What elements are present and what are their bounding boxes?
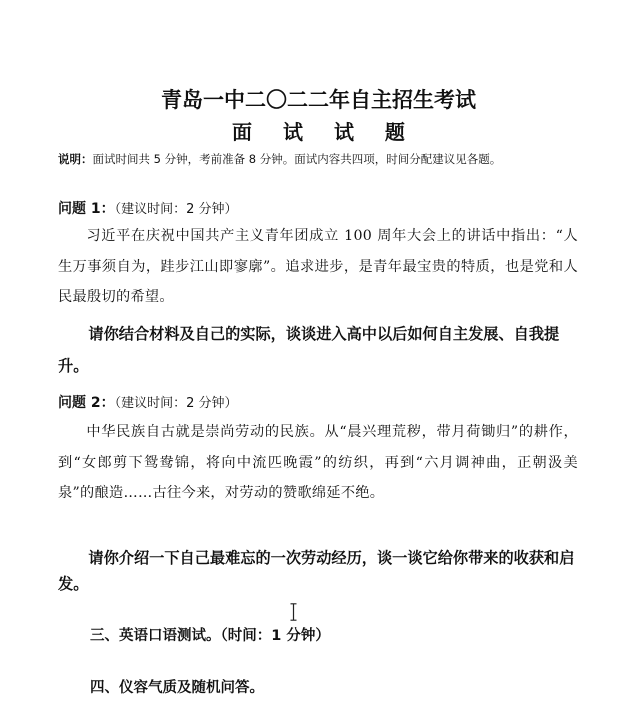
question1-heading [58, 198, 238, 218]
question2-heading [58, 392, 238, 412]
question2-label: 问题 2： [58, 395, 115, 411]
question1-hint: （建议时间：2 分钟） [114, 202, 238, 217]
question2-material: 中华民族自古就是崇尚劳动的民族。从“晨兴理荒秽，带月荷锄归”的耕作，到“女郎剪下鸳鸯锦，将向中流匹晚霞”的纺织，再到“六月调神曲，正朝汲美泉”的酿造……古往今来，对劳动的赞歌绵延不绝。 [58, 424, 578, 501]
question2-hint: （建议时间：2 分钟） [114, 396, 238, 411]
instructions-text: 面试时间共 5 分钟，考前准备 8 分钟。面试内容共四项，时间分配建议见各题。 [92, 152, 502, 166]
question1-prompt: 请你结合材料及自己的实际，谈谈进入高中以后如何自主发展、自我提升。 [58, 325, 560, 375]
question1-material: 习近平在庆祝中国共产主义青年团成立 100 周年大会上的讲话中指出：“人生万事须自为，跬步江山即寥廓”。追求进步，是青年最宝贵的特质，也是党和人民最殷切的希望。 [58, 228, 578, 305]
section-4-appearance-qa: 四、仪容气质及随机问答。 [90, 680, 264, 696]
question2-prompt: 请你介绍一下自己最难忘的一次劳动经历，谈一谈它给你带来的收获和启发。 [58, 549, 575, 593]
instructions-label: 说明： [58, 152, 93, 166]
exam-title: 青岛一中二〇二二年自主招生考试 [161, 88, 476, 112]
section-3-english-oral-test: 三、英语口语测试。（时间：1 分钟） [90, 628, 330, 644]
instructions [58, 151, 501, 167]
exam-subtitle: 面 试 试 题 [232, 120, 417, 144]
text-cursor-icon [290, 603, 297, 621]
question1-label: 问题 1： [58, 201, 115, 217]
